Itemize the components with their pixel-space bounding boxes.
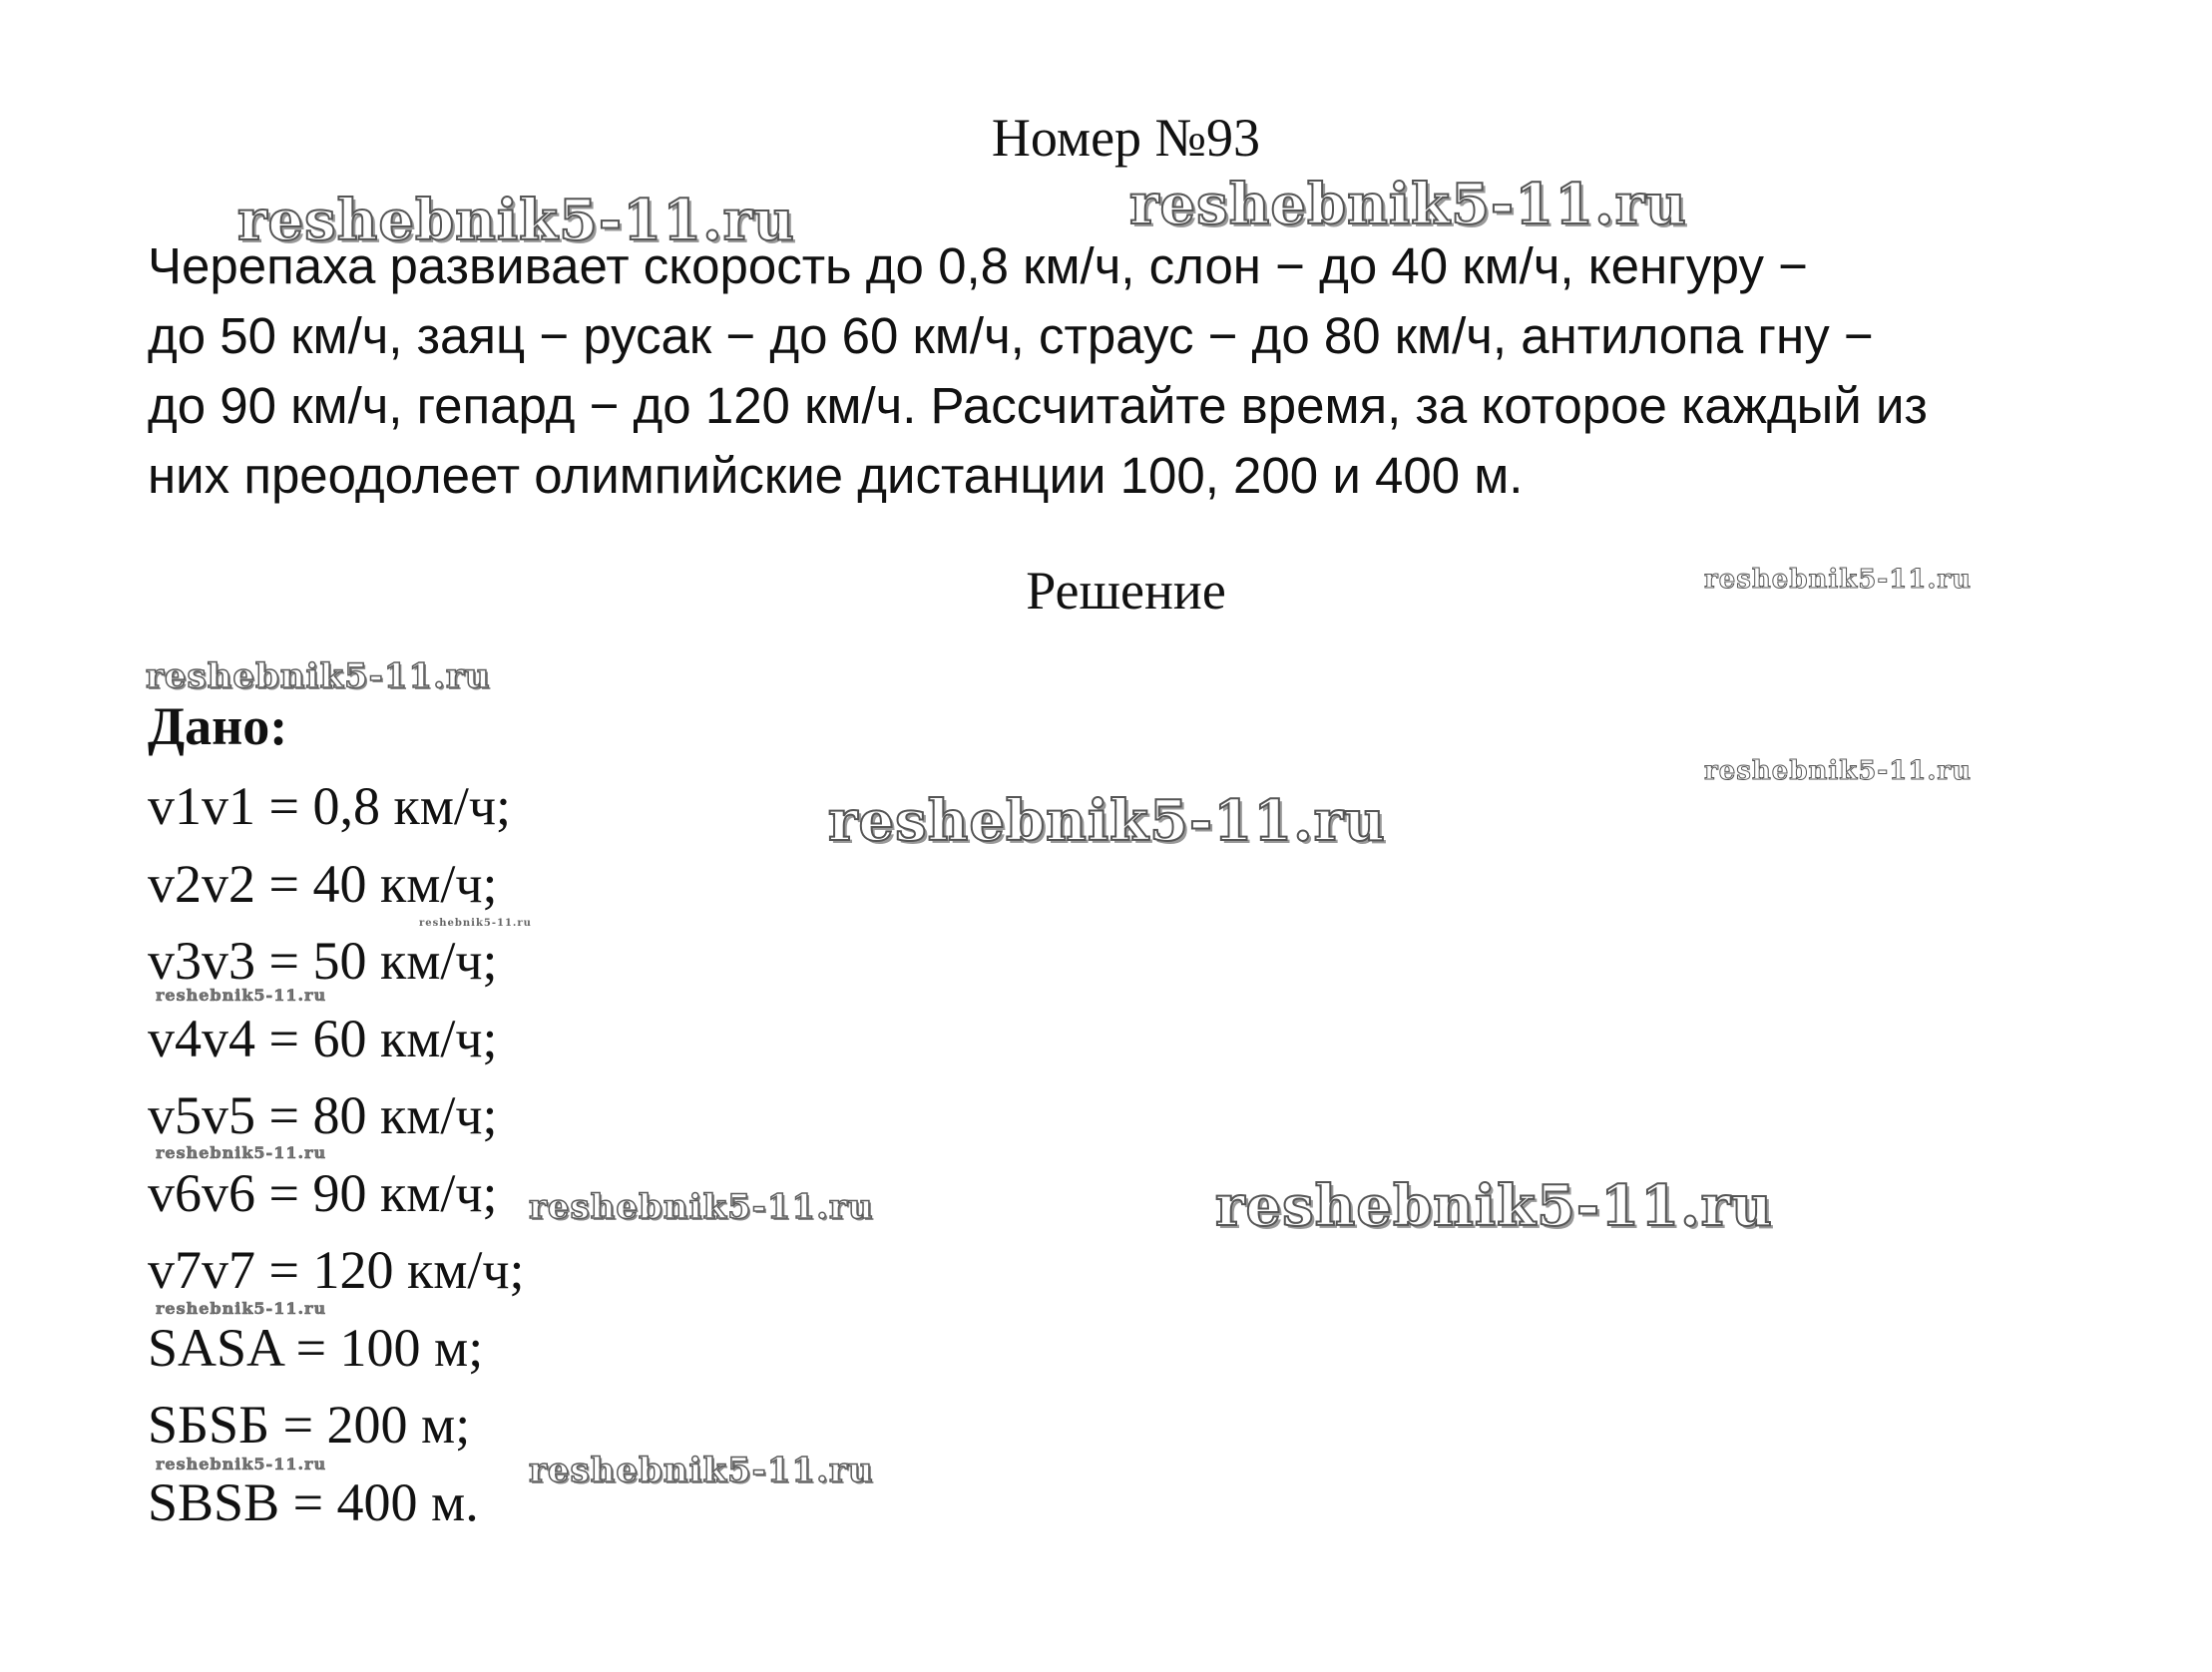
watermark: reshebnik5-11.ru [529,1451,874,1490]
watermark: reshebnik5-11.ru [1704,756,1973,786]
given-heading: Дано: [148,696,288,756]
given-item: v2v2 = 40 км/ч; [148,853,498,914]
watermark: reshebnik5-11.ru [1215,1173,1773,1239]
given-item: v1v1 = 0,8 км/ч; [148,776,512,836]
watermark: reshebnik5-11.ru [156,1455,327,1473]
given-item: SASA = 100 м; [148,1317,484,1378]
problem-number-title: Номер №93 [991,108,1261,168]
watermark: reshebnik5-11.ru [1129,172,1687,237]
given-item: v3v3 = 50 км/ч; [148,931,498,991]
given-item: SБSБ = 200 м; [148,1395,471,1455]
problem-line: до 50 км/ч, заяц − русак − до 60 км/ч, страус − до 80 км/ч, антилопа гну − [148,307,1874,364]
given-item: SBSB = 400 м. [148,1471,479,1532]
given-item: v6v6 = 90 км/ч; [148,1162,498,1223]
problem-line: Черепаха развивает скорость до 0,8 км/ч, слон − до 40 км/ч, кенгуру − [148,237,1808,294]
given-item: v5v5 = 80 км/ч; [148,1085,498,1145]
watermark: reshebnik5-11.ru [156,1299,327,1318]
watermark: reshebnik5-11.ru [419,918,532,929]
watermark: reshebnik5-11.ru [828,788,1386,854]
problem-line: них преодолеет олимпийские дистанции 100, 200 и 400 м. [148,447,1524,504]
watermark: reshebnik5-11.ru [146,656,491,696]
given-list [148,768,525,1541]
given-item: v4v4 = 60 км/ч; [148,1008,498,1068]
watermark: reshebnik5-11.ru [237,188,795,253]
watermark: reshebnik5-11.ru [1704,565,1973,595]
watermark: reshebnik5-11.ru [529,1187,874,1227]
solution-heading: Решение [1026,561,1226,621]
watermark: reshebnik5-11.ru [156,986,327,1005]
given-item: v7v7 = 120 км/ч; [148,1240,525,1300]
watermark: reshebnik5-11.ru [156,1143,327,1162]
problem-statement [148,231,2123,511]
problem-line: до 90 км/ч, гепард − до 120 км/ч. Рассчитайте время, за которое каждый из [148,377,1928,434]
